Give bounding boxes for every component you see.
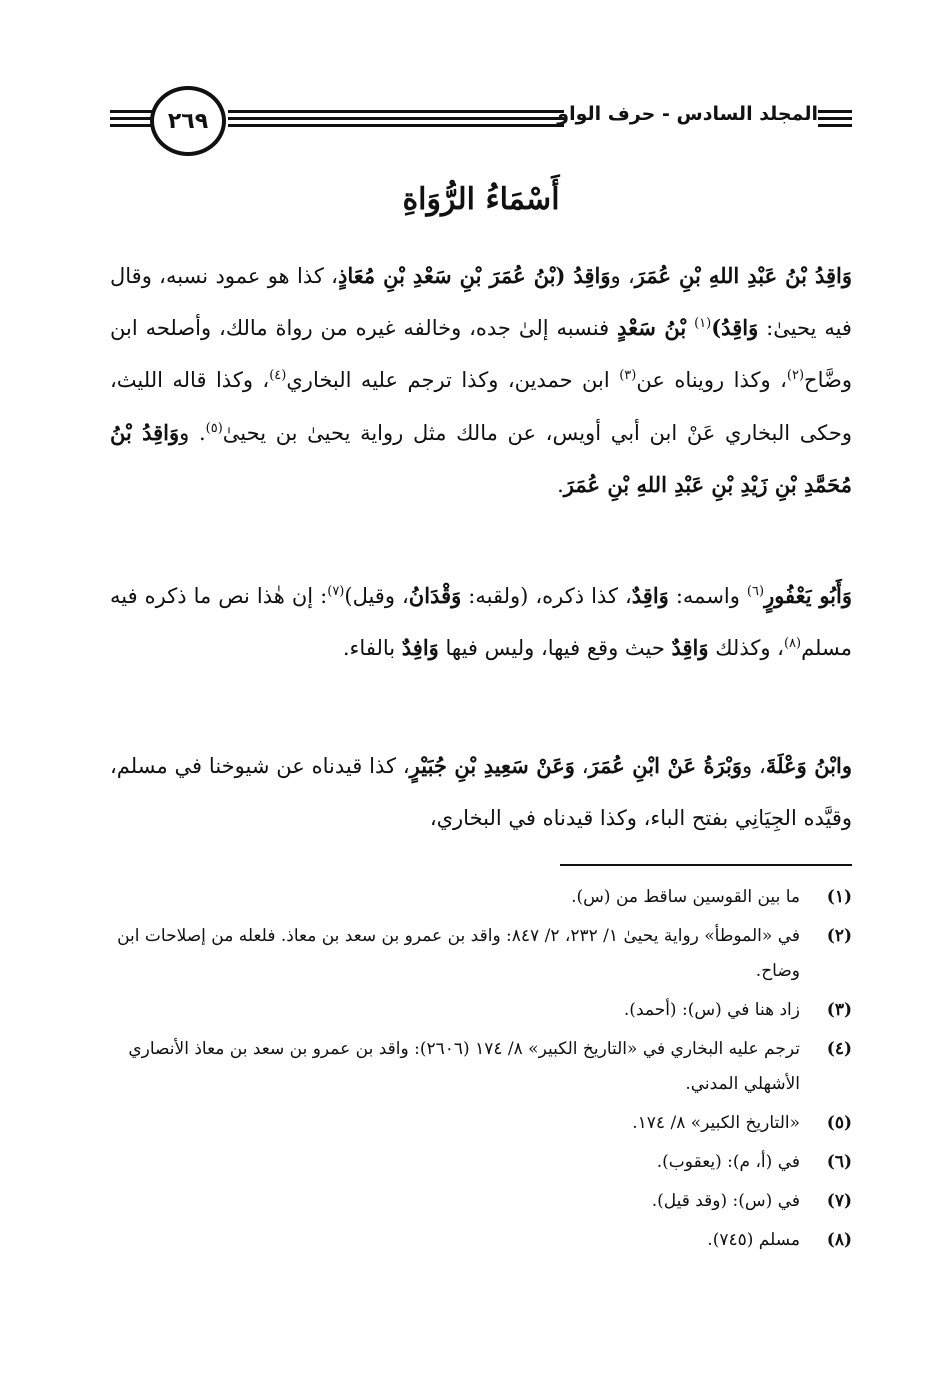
footnote-text: ما بين القوسين ساقط من (س). — [571, 887, 800, 907]
footnote-number: (٧) — [826, 1191, 852, 1211]
footnote-ref[interactable]: (١) — [694, 316, 712, 332]
text-run: ، كذا هو عمود نسبه، وقال فيه يحيىٰ: — [110, 264, 852, 341]
footnote-text: في (س): (وقد قيل). — [651, 1191, 800, 1211]
footnotes — [110, 880, 852, 1262]
footnote-text: زاد هنا في (س): (أحمد). — [623, 1000, 800, 1020]
body-paragraph — [110, 740, 852, 844]
text-run: ، وكذا رويناه عن — [636, 368, 787, 393]
narrator-name: وَاقِدُ) — [711, 315, 759, 341]
footnote-number: (٥) — [826, 1113, 852, 1133]
footnote-ref[interactable]: (٤) — [269, 368, 287, 384]
footnote-ref[interactable]: (٦) — [746, 584, 765, 600]
body-paragraph — [110, 570, 852, 674]
footnote-ref[interactable]: (٨) — [783, 636, 802, 652]
narrator-name: وَافِدٌ — [401, 635, 439, 661]
narrator-name: وَعَنْ سَعِيدِ بْنِ جُبَيْرٍ — [409, 753, 575, 778]
footnote-number: (٣) — [826, 1000, 852, 1020]
text-run: واسمه: — [668, 584, 747, 608]
narrator-name: وَاقِدُ بْنُ عَبْدِ اللهِ بْنِ عُمَرَ — [634, 263, 852, 288]
running-header — [110, 84, 852, 164]
text-run: ، وكذلك — [708, 636, 784, 661]
text-run: : إن هٰذا نص ما ذكره فيه مسلم — [110, 584, 852, 661]
footnote-text: في «الموطأ» رواية يحيىٰ ١/ ٢٣٢، ٢/ ٨٤٧: واقد بن عمرو بن سعد بن معاذ. فلعله من إصلاحات ابن وضاح. — [117, 926, 800, 981]
text-run: ، وقيل) — [344, 584, 409, 608]
footnote-item — [110, 993, 852, 1028]
footnote-text: مسلم (٧٤٥). — [707, 1230, 800, 1250]
footnote-number: (٤) — [826, 1039, 852, 1059]
text-run: بالفاء. — [342, 636, 402, 661]
footnote-ref[interactable]: (٥) — [205, 420, 223, 436]
narrator-name: وَقْدَانُ — [408, 583, 462, 608]
footnote-ref[interactable]: (٢) — [786, 368, 805, 384]
text-run: فنسبه إلىٰ جده، وخالفه غيره من رواة مالك، وأصلحه ابن وضَّاح — [110, 316, 852, 393]
narrator-name: وَأَبُو يَعْفُورٍ — [764, 583, 852, 608]
narrator-name: وابْنُ وَعْلَةَ — [765, 753, 853, 778]
header-rule — [818, 117, 852, 120]
text-run: ابن حمدين، وكذا ترجم عليه البخاري — [286, 368, 620, 393]
narrator-name: بْنُ سَعْدٍ — [617, 315, 687, 341]
body-paragraph — [110, 250, 852, 511]
narrator-name: وَاقِدُ بْنُ مُحَمَّدِ بْنِ زَيْدِ بْنِ عَبْدِ اللهِ بْنِ عُمَرَ — [110, 419, 852, 497]
footnote-number: (٢) — [826, 926, 852, 946]
footnote-item — [110, 1184, 852, 1219]
text-run: ، وكذا قاله الليث، وحكى البخاري عَنْ ابن أبي أويس، عن مالك مثل رواية يحيىٰ بن يحيىٰ — [110, 368, 853, 445]
header-rule — [818, 110, 852, 113]
footnote-number: (٨) — [826, 1230, 852, 1250]
narrator-name: وَاقِدُ (بْنُ عُمَرَ بْنِ سَعْدِ بْنِ مُعَاذٍ — [337, 263, 611, 288]
text-run: . — [557, 472, 564, 497]
text-run: ، و — [610, 264, 635, 288]
header-rule — [818, 124, 852, 127]
page-number: ٢٦٩ — [150, 86, 226, 156]
text-run — [686, 316, 694, 340]
footnote-item — [110, 919, 852, 989]
footnote-number: (٦) — [826, 1152, 852, 1172]
text-run: . و — [179, 420, 206, 445]
footnote-item — [110, 1145, 852, 1180]
footnote-item — [110, 880, 852, 915]
header-rule — [228, 117, 564, 120]
footnote-item — [110, 1223, 852, 1258]
narrator-name: وَاقِدٌ — [671, 635, 709, 661]
header-rule — [228, 110, 564, 113]
footnote-ref[interactable]: (٧) — [327, 584, 345, 600]
text-run: ، كذا ذكره، (ولقبه: — [461, 584, 632, 608]
text-run: حيث وقع فيها، وليس فيها — [438, 636, 672, 661]
footnote-item — [110, 1106, 852, 1141]
running-title: المجلد السادس - حرف الواو — [557, 103, 818, 125]
footnote-text: «التاريخ الكبير» ٨/ ١٧٤. — [632, 1113, 800, 1133]
footnote-ref[interactable]: (٣) — [619, 368, 637, 384]
header-rule — [228, 124, 564, 127]
narrator-name: وَبْرَةُ عَنْ ابْنِ عُمَرَ — [588, 753, 743, 778]
text-run: ، و — [742, 754, 766, 778]
footnote-separator — [560, 864, 852, 866]
footnote-number: (١) — [826, 887, 852, 907]
footnote-text: ترجم عليه البخاري في «التاريخ الكبير» ٨/ ١٧٤ (٢٦٠٦): واقد بن عمرو بن سعد بن معاذ الأنصاري الأشهلي المدني. — [128, 1039, 800, 1094]
narrator-name: وَاقِدٌ — [631, 583, 669, 608]
footnote-item — [110, 1032, 852, 1102]
section-title: أَسْمَاءُ الرُّوَاةِ — [402, 182, 560, 217]
text-run: ، — [574, 754, 589, 778]
footnote-text: في (أ، م): (يعقوب). — [656, 1152, 800, 1172]
text-run: ، كذا قيدناه عن شيوخنا في مسلم، وقيَّده الجِيَانِي بفتح الباء، وكذا قيدناه في البخاري، — [110, 754, 852, 831]
